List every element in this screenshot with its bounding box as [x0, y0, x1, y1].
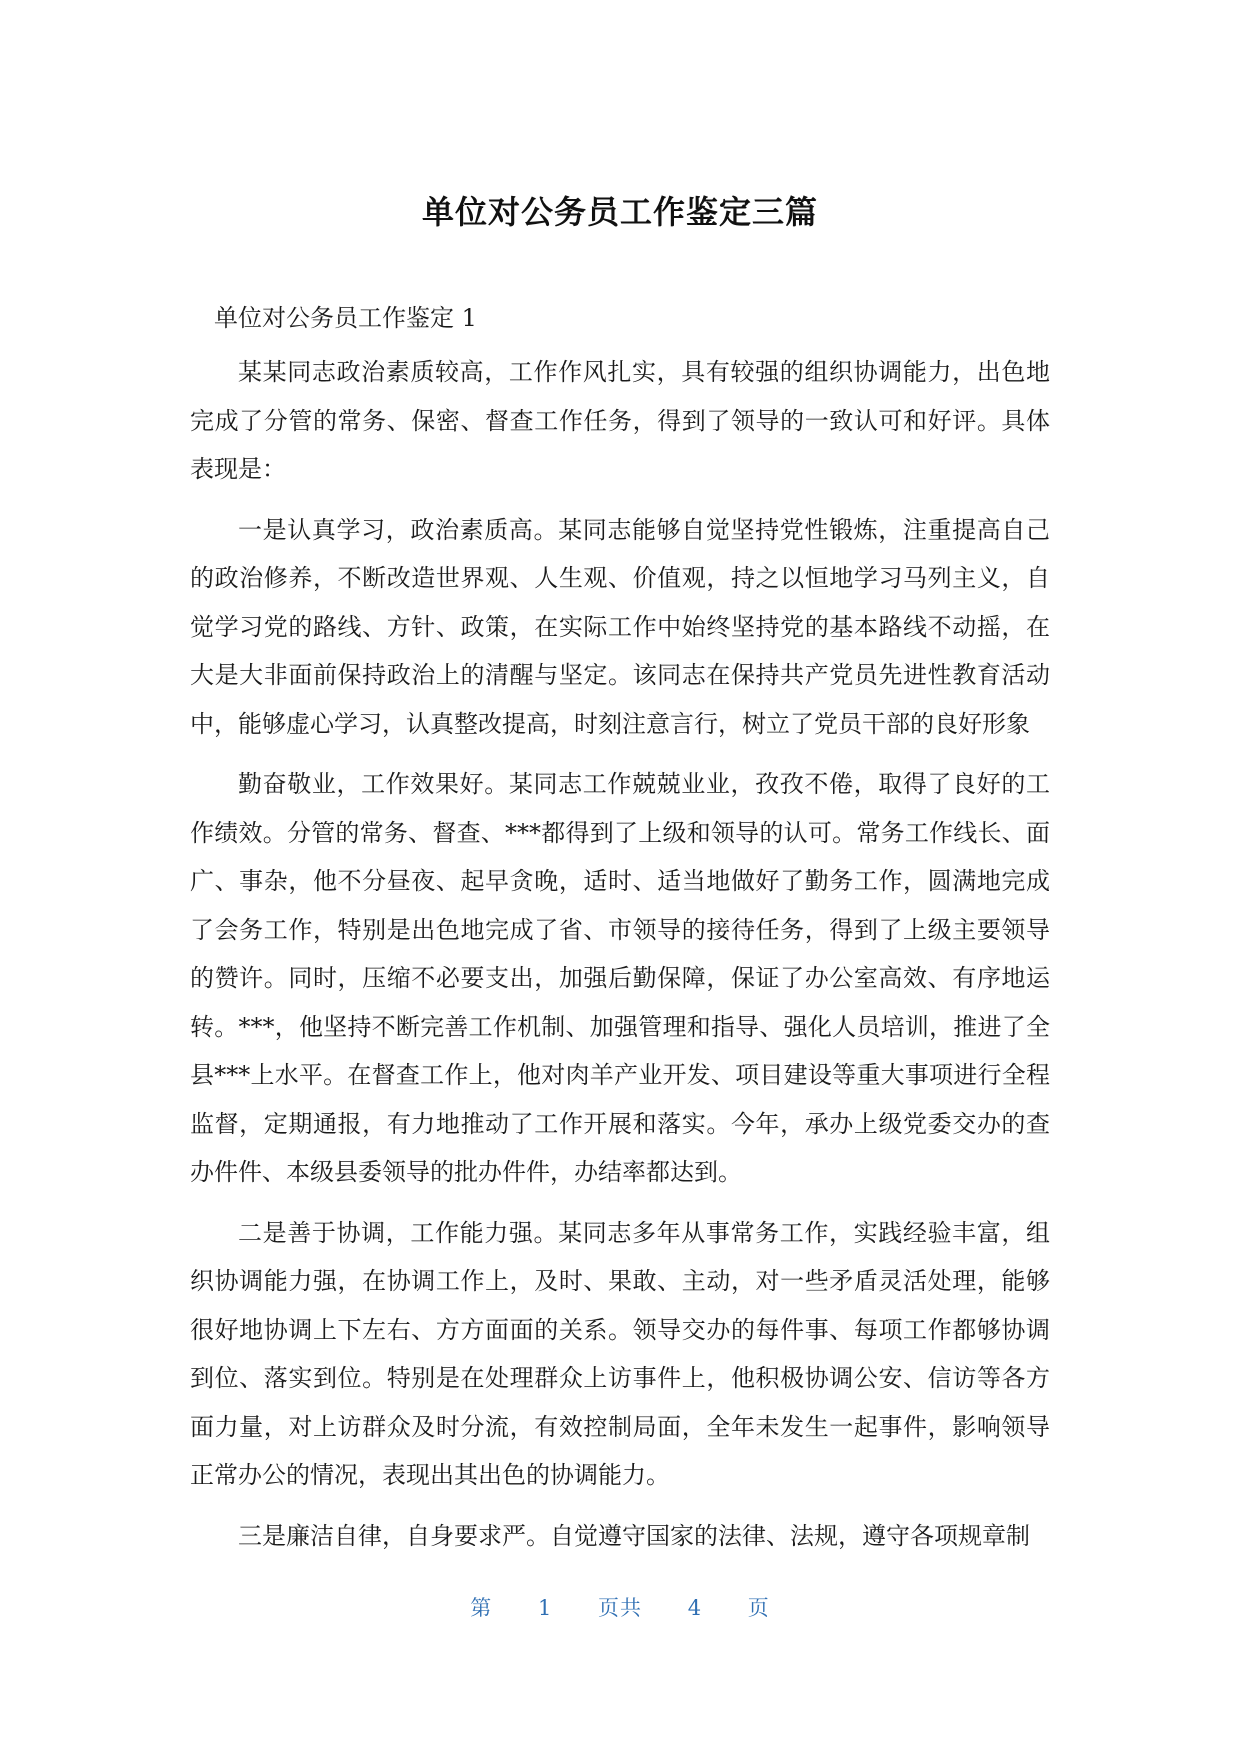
paragraph-coordination: 二是善于协调，工作能力强。某同志多年从事常务工作，实践经验丰富，组织协调能力强，在协调工作上，及时、果敢、主动，对一些矛盾灵活处理，能够很好地协调上下左右、方方面面的关系。领导交办的每件事、每项工作都够协调到位、落实到位。特别是在处理群众上访事件上，他积极协调公安、信访等各方面力量，对上访群众及时分流，有效控制局面，全年未发生一起事件，影响领导正常办公的情况，表现出其出色的协调能力。 — [190, 1218, 1050, 1489]
footer-total-label: 页共 — [598, 1596, 642, 1620]
paragraph-diligence: 勤奋敬业，工作效果好。某同志工作兢兢业业，孜孜不倦，取得了良好的工作绩效。分管的常务、督查、***都得到了上级和领导的认可。常务工作线长、面广、事杂，他不分昼夜、起早贪晚，适时、适当地做好了勤务工作，圆满地完成了会务工作，特别是出色地完成了省、市领导的接待任务，得到了上级主要领导的赞许。同时，压缩不必要支出，加强后勤保障，保证了办公室高效、有序地运转。***，他坚持不断完善工作机制、加强管理和指导、强化人员培训，推进了全县***上水平。在督查工作上，他对肉羊产业开发、项目建设等重大事项进行全程监督，定期通报，有力地推动了工作开展和落实。今年，承办上级党委交办的查办件件、本级县委领导的批办件件，办结率都达到。 — [190, 770, 1050, 1186]
footer-page-label: 第 — [470, 1596, 493, 1620]
section-heading: 单位对公务员工作鉴定 1 — [214, 304, 477, 332]
paragraph-intro: 某某同志政治素质较高，工作作风扎实，具有较强的组织协调能力，出色地完成了分管的常务、保密、督查工作任务，得到了领导的一致认可和好评。具体表现是： — [190, 358, 1050, 483]
page-footer — [0, 1592, 1240, 1622]
paragraph-study: 一是认真学习，政治素质高。某同志能够自觉坚持党性锻炼，注重提高自己的政治修养，不断改造世界观、人生观、价值观，持之以恒地学习马列主义，自觉学习党的路线、方针、政策，在实际工作中始终坚持党的基本路线不动摇，在大是大非面前保持政治上的清醒与坚定。该同志在保持共产党员先进性教育活动中，能够虚心学习，认真整改提高，时刻注意言行，树立了党员干部的良好形象 — [190, 515, 1050, 738]
footer-total-pages: 4 — [687, 1596, 703, 1620]
paragraph-integrity: 三是廉洁自律，自身要求严。自觉遵守国家的法律、法规，遵守各项规章制 — [238, 1521, 1030, 1550]
footer-current-page: 1 — [537, 1596, 553, 1620]
document-body — [190, 300, 1050, 1572]
document-title: 单位对公务员工作鉴定三篇 — [421, 193, 818, 231]
footer-page-suffix: 页 — [747, 1596, 770, 1620]
